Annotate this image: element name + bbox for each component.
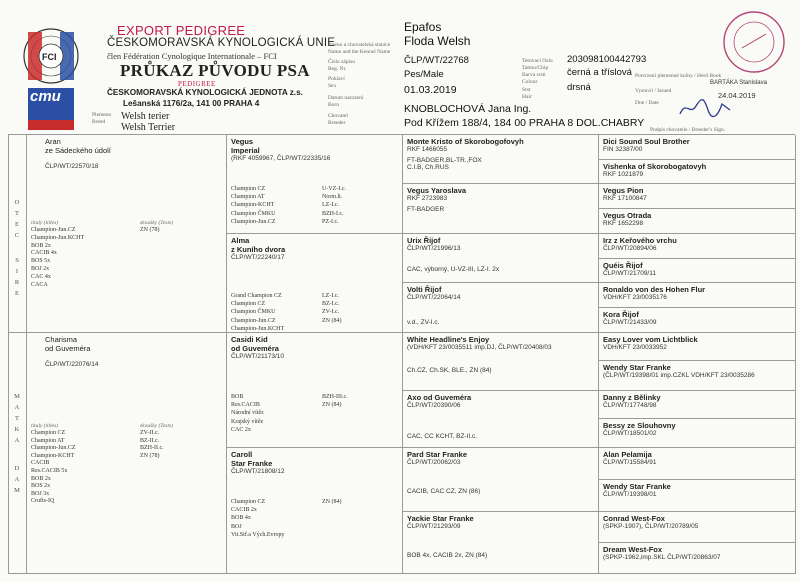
title-item: Champion CZ	[31, 430, 66, 436]
gen1-sire-name: Aran	[45, 137, 61, 146]
gen4-name: Vegus Otrada	[603, 211, 652, 220]
gen2-cell	[227, 135, 403, 234]
title-item: CACIB 4x	[31, 250, 57, 257]
dam-section-label	[9, 333, 27, 574]
exams-label: zkoušky (Tests)	[140, 220, 173, 226]
gen2-kennel: od Guveméra	[231, 344, 279, 353]
cmku-logo	[22, 24, 80, 140]
breeder-address: Pod Křížem 188/4, 184 00 PRAHA 8 DOL.CHABRY	[404, 117, 645, 129]
title-item: Champion-Jun.KCHT	[231, 325, 285, 332]
matka-letter: T	[15, 415, 19, 422]
gen4-reg: FIN 32387/00	[603, 146, 643, 153]
gen4-cell	[599, 209, 796, 234]
otec-letter: T	[15, 210, 19, 217]
exam-item: BZ-I.c.	[322, 301, 340, 308]
title-item: Champion-KCHT	[31, 452, 75, 459]
gen3-name: White Headline's Enjoy	[407, 335, 490, 344]
gen1-sire	[27, 135, 227, 333]
gen1-dam-reg: ČLP/WT/22076/14	[45, 361, 99, 368]
gen4-cell	[599, 419, 796, 448]
gen2-name: Casidi Kid	[231, 335, 268, 344]
gen1-dam-name: Charisma	[45, 335, 78, 344]
exam-item: BZH-III.c.	[322, 394, 348, 400]
title-item: Crufts-IQ	[31, 498, 55, 505]
gen4-cell	[599, 512, 796, 543]
herd-book-name: BARTÁKA Stanislava	[710, 80, 767, 86]
dog-name: Epafos	[404, 20, 442, 34]
issued-date: 24.04.2019	[718, 91, 756, 100]
gen4-name: Danny z Bělinky	[603, 393, 661, 402]
official-stamp	[722, 10, 786, 74]
sex-value: Pes/Male	[404, 69, 444, 80]
gen3-reg: ČLP/WT/20062/03	[407, 459, 461, 466]
gen4-reg: ČLP/WT/21709/11	[603, 270, 656, 277]
title-item: Champion-Jun.KCHT	[31, 234, 85, 241]
gen1-sire-exams	[140, 227, 160, 233]
gen1-dam-kennel: od Guveméra	[45, 344, 91, 353]
gen4-reg: ČLP/WT/17748/98	[603, 402, 657, 409]
gen4-reg: ČLP/WT/15584/91	[603, 459, 657, 466]
exam-item: U-VZ-I.c.	[322, 186, 346, 192]
exam-item: LZ-I.c.	[322, 202, 339, 209]
reg-number: ČLP/WT/22768	[404, 55, 469, 66]
gen4-cell	[599, 333, 796, 361]
gen3-name: Volti Řijof	[407, 285, 442, 294]
gen3-name: Vegus Yaroslava	[407, 186, 467, 195]
exam-item: Norm.lt.	[322, 194, 343, 201]
gen4-reg: RKF 1652298	[603, 220, 644, 227]
title-item: Grand Champion CZ	[231, 293, 282, 299]
dam-letter: A	[14, 476, 20, 483]
otec-letter: C	[14, 232, 20, 239]
gen4-name: Dici Sound Soul Brother	[603, 137, 690, 146]
gen2-reg: ČLP/WT/21173/10	[231, 353, 284, 360]
breed-cz: Welsh terier	[121, 111, 170, 122]
title-item: BOS 5x	[31, 258, 51, 265]
gen3-name: Yackie Star Franke	[407, 514, 474, 523]
gen4-name: Vishenka of Skorobogatovyh	[603, 162, 707, 171]
gen3-reg: (VDH/KFT 23/0035511 imp.DJ, ČLP/WT/20408/03	[407, 344, 552, 351]
gen2-reg: ČLP/WT/22240/17	[231, 254, 285, 261]
gen3-reg: ČLP/WT/21996/13	[407, 245, 461, 252]
gen4-reg: ČLP/WT/20894/06	[603, 245, 657, 252]
gen4-reg: (ČLP/WT/19398/01 imp.CZKL VDH/KFT 23/0035286	[603, 372, 755, 379]
otec-letter: E	[15, 221, 19, 228]
gen2-exams	[322, 498, 342, 506]
gen4-cell	[599, 135, 796, 160]
gen4-name: Conrad West-Fox	[603, 514, 665, 523]
gen2-name: Caroll	[231, 450, 253, 459]
title-item: Champion CZ	[231, 301, 266, 308]
union-name: ČESKOMORAVSKÁ KYNOLOGICKÁ UNIE	[107, 37, 336, 49]
gen4-name: Alan Pelamija	[603, 450, 652, 459]
gen2-cell	[227, 333, 403, 448]
gen3-cell	[403, 448, 599, 512]
title-item: BOB 2x	[31, 242, 51, 249]
matka-letter: M	[14, 393, 20, 400]
gen3-extra: CAC, CC KCHT, BZ-II.c.	[407, 433, 478, 440]
exam-item: ZN (78)	[140, 452, 160, 459]
gen4-reg: (SPKP-1907), ČLP/WT/20789/05	[603, 523, 699, 530]
gen3-extra: FT-BADGER	[407, 206, 445, 213]
gen1-sire-titles	[31, 227, 84, 289]
fci-logo-text: FCI	[42, 52, 57, 62]
gen2-cell	[227, 448, 403, 574]
hair-value: drsná	[567, 82, 591, 93]
signature	[678, 96, 732, 120]
gen4-name: Dream West-Fox	[603, 545, 663, 554]
title-item: CAC 2x	[231, 426, 251, 433]
gen3-reg: ČLP/WT/20390/06	[407, 402, 461, 409]
exam-item: PZ-I.c.	[322, 218, 339, 225]
gen4-reg: VDH/KFT 23/0033952	[603, 344, 667, 351]
dam-letter: D	[14, 465, 20, 472]
exam-item: ZV-I.c.	[322, 309, 340, 316]
dog-name-label: Jméno a chovatelská stanice Name and the Kennel Name	[328, 42, 391, 55]
title-item: Champion-Jun.CZ	[31, 227, 76, 233]
breeder-name: KNOBLOCHOVÁ Jana Ing.	[404, 103, 532, 115]
title-item: Champion-Jun.CZ	[231, 218, 276, 225]
gen3-reg: RKF 1466055	[407, 146, 448, 153]
breeder-sign-label: Podpis chovatele / Breeder's Sign.	[650, 127, 726, 133]
sire-section-label	[9, 135, 27, 333]
breeder-label: Chovatel Breeder	[328, 113, 348, 126]
gen4-name: Wendy Star Franke	[603, 482, 671, 491]
gen2-titles	[231, 185, 276, 226]
color-label: Barva srsti Colour	[522, 72, 546, 85]
gen4-reg: ČLP/WT/18501/02	[603, 430, 657, 437]
exam-item: ZN (84)	[322, 499, 342, 505]
title-item: BOB	[231, 394, 244, 400]
gen2-kennel: z Kuního dvora	[231, 245, 286, 254]
title-item: Champion ČMKU	[231, 210, 276, 217]
gen3-name: Axo od Guveméra	[407, 393, 472, 402]
cmu-logo-text: cmu	[30, 88, 61, 105]
gen3-extra: FT-BADGER,BL-TR.,FOX	[407, 157, 482, 164]
gen3-cell	[403, 135, 599, 184]
gen4-cell	[599, 308, 796, 333]
titles-label: tituly (titles)	[31, 220, 59, 226]
matka-letter: A	[14, 404, 20, 411]
title-item: Champion-KCHT	[231, 202, 275, 209]
title-item: Res.CACIB	[231, 402, 260, 409]
gen3-extra: CACIB, CAC CZ, ZN (86)	[407, 488, 481, 495]
gen2-name: Alma	[231, 236, 250, 245]
gen4-name: Quéis Řijof	[603, 261, 643, 270]
matka-letter: K	[14, 426, 20, 433]
issuer-name: ČESKOMORAVSKÁ KYNOLOGICKÁ JEDNOTA z.s.	[107, 88, 303, 97]
gen3-cell	[403, 512, 599, 574]
gen3-reg: ČLP/WT/22064/14	[407, 294, 461, 301]
gen3-cell	[403, 283, 599, 333]
gen4-name: Easy Lover vom Lichtblick	[603, 335, 698, 344]
herd-book-label: Potvrzení plemenné knihy / Herd Book	[635, 73, 722, 79]
date-label: Dne / Date	[635, 100, 659, 106]
gen4-reg: ČLP/WT/21433/09	[603, 319, 657, 326]
gen1-sire-reg: ČLP/WT/22570/18	[45, 163, 99, 170]
title-item: BOB 4x	[231, 515, 251, 522]
title-item: BOJ 3x	[31, 490, 50, 497]
issuer-address: Lešanská 1176/2a, 141 00 PRAHA 4	[123, 99, 260, 108]
otec-letter: O	[14, 199, 20, 206]
exam-item: ZN (84)	[322, 317, 342, 324]
matka-letter: A	[14, 437, 20, 444]
gen3-extra: v.d., ZV-I.c.	[407, 319, 440, 326]
gen2-titles	[231, 292, 284, 333]
title-item: Champion-Jun.CZ	[231, 317, 276, 324]
gen3-name: Urix Řijof	[407, 236, 441, 245]
title-item: CACIB 2x	[231, 507, 257, 514]
gen3-name: Pard Star Franke	[407, 450, 468, 459]
sire-letter: S	[15, 257, 19, 264]
gen3-extra: CAC, výborný, U-VZ-III, LZ-I. 2x	[407, 266, 500, 273]
color-value: černá a tříslová	[567, 67, 632, 78]
title-item: Res.CACIB 5x	[31, 467, 68, 474]
fci-member: člen Fédération Cynologique Internationale – FCI	[107, 51, 277, 61]
gen1-dam-exams	[140, 430, 164, 460]
gen4-cell	[599, 543, 796, 574]
issued-label: Vystavil / Issued	[635, 88, 672, 94]
gen4-name: Kora Řijof	[603, 310, 639, 319]
gen4-cell	[599, 361, 796, 391]
title-item: Champion-Jun.CZ	[31, 445, 76, 452]
gen4-name: Ronaldo von des Hohen Flur	[603, 285, 706, 294]
gen3-extra: BOB 4x, CACIB 2x, ZN (84)	[407, 552, 488, 559]
gen3-cell	[403, 333, 599, 391]
title-item: Vit.Stř.a Vých.Evropy	[231, 531, 285, 538]
titles-label: tituly (titles)	[31, 423, 59, 429]
title-item: BOS 2x	[31, 483, 51, 490]
reg-label: Číslo zápisu Reg. Nr.	[328, 59, 356, 72]
gen3-reg: ČLP/WT/21293/09	[407, 523, 461, 530]
title-item: Champion AT	[231, 194, 265, 201]
gen4-cell	[599, 160, 796, 184]
title-item: CACA	[31, 281, 48, 288]
title-item: Champion AT	[31, 437, 65, 444]
gen4-cell	[599, 391, 796, 419]
sire-letter: I	[15, 268, 19, 275]
gen1-sire-kennel: ze Sádeckého údolí	[45, 146, 111, 155]
gen1-dam	[27, 333, 227, 574]
title-item: CACIB	[31, 460, 50, 467]
exam-item: ZV-II.c.	[140, 430, 160, 436]
sire-letter: E	[15, 290, 19, 297]
dob-value: 01.03.2019	[404, 84, 457, 96]
gen3-extra: Ch.CZ, Ch.SK, BLE., ZN (84)	[407, 367, 492, 374]
gen4-reg: RKF 1021879	[603, 171, 644, 178]
title-item: CAC 4x	[31, 273, 51, 280]
gen4-cell	[599, 259, 796, 283]
gen4-name: Wendy Star Franke	[603, 363, 671, 372]
hair-label: Srst Hair	[522, 87, 532, 100]
gen2-titles	[231, 498, 285, 539]
sex-label: Pohlaví Sex	[328, 76, 345, 89]
exam-item: BZH-II.c.	[140, 445, 164, 452]
exam-item: BZ-II.c.	[140, 437, 160, 444]
document-title: PRŮKAZ PŮVODU PSA	[120, 61, 310, 80]
breed-label: Plemeno Breed	[92, 112, 112, 125]
gen4-cell	[599, 234, 796, 259]
exam-item: BZH-I.c.	[322, 210, 344, 217]
title-item: BOJ 2x	[31, 265, 50, 272]
title-item: Krajský vítěz	[231, 418, 264, 425]
gen2-reg: (RKF 4059967, ČLP/WT/22335/16	[231, 155, 331, 162]
exam-item: ZN (84)	[322, 402, 342, 409]
title-item: Národní vítěz	[231, 410, 264, 417]
chip-number: 203098100442793	[567, 54, 647, 65]
title-item: BOB 2x	[31, 475, 51, 482]
gen2-kennel: Star Franke	[231, 459, 273, 468]
export-pedigree-title: EXPORT PEDIGREE	[117, 23, 246, 38]
gen4-cell	[599, 184, 796, 209]
gen4-name: Irz z Keřového vrchu	[603, 236, 677, 245]
gen3-cell	[403, 184, 599, 234]
gen2-exams	[322, 292, 342, 325]
title-item: BOJ	[231, 523, 242, 530]
dob-label: Datum narození Born	[328, 95, 364, 108]
gen2-exams	[322, 185, 346, 226]
exam-item: LZ-I.c.	[322, 293, 339, 299]
breed-en: Welsh Terrier	[121, 122, 176, 133]
chip-label: Tetovací číslo Tattoo/Chip	[522, 58, 553, 71]
dam-letter: M	[14, 487, 20, 494]
exams-label: zkoušky (Tests)	[140, 423, 173, 429]
gen4-cell	[599, 480, 796, 512]
gen4-cell	[599, 283, 796, 308]
dog-kennel: Floda Welsh	[404, 34, 471, 48]
gen2-exams	[322, 393, 348, 409]
gen3-cell	[403, 391, 599, 448]
exam-item: ZN (78)	[140, 227, 160, 233]
gen2-titles	[231, 393, 264, 434]
gen4-reg: RKF 17100847	[603, 195, 647, 202]
gen4-cell	[599, 448, 796, 480]
gen1-dam-titles	[31, 430, 76, 506]
gen3-reg: RKF 2723983	[407, 195, 448, 202]
gen2-kennel: Imperial	[231, 146, 260, 155]
gen4-reg: (SPKP-1962,imp.SKL ČLP/WT/20863/07	[603, 554, 721, 561]
title-item: Champion CZ	[231, 499, 266, 505]
gen3-name: Monte Kristo of Skorobogofovyh	[407, 137, 524, 146]
gen2-reg: ČLP/WT/21808/12	[231, 468, 285, 475]
gen4-name: Vegus Pion	[603, 186, 644, 195]
gen2-cell	[227, 234, 403, 333]
gen3-extra: C.I.B, Ch.RUS	[407, 164, 449, 171]
title-item: Champion CZ	[231, 186, 266, 192]
title-item: Champion ČMKU	[231, 309, 276, 316]
pedigree-subtitle: PEDIGREE	[178, 80, 216, 88]
sire-letter: R	[14, 279, 20, 286]
gen3-cell	[403, 234, 599, 283]
gen4-reg: ČLP/WT/19398/01	[603, 491, 657, 498]
pedigree-table	[8, 134, 795, 574]
gen4-reg: VDH/KFT 23/0035176	[603, 294, 667, 301]
gen4-name: Bessy ze Slouhovny	[603, 421, 676, 430]
gen2-name: Vegus	[231, 137, 254, 146]
